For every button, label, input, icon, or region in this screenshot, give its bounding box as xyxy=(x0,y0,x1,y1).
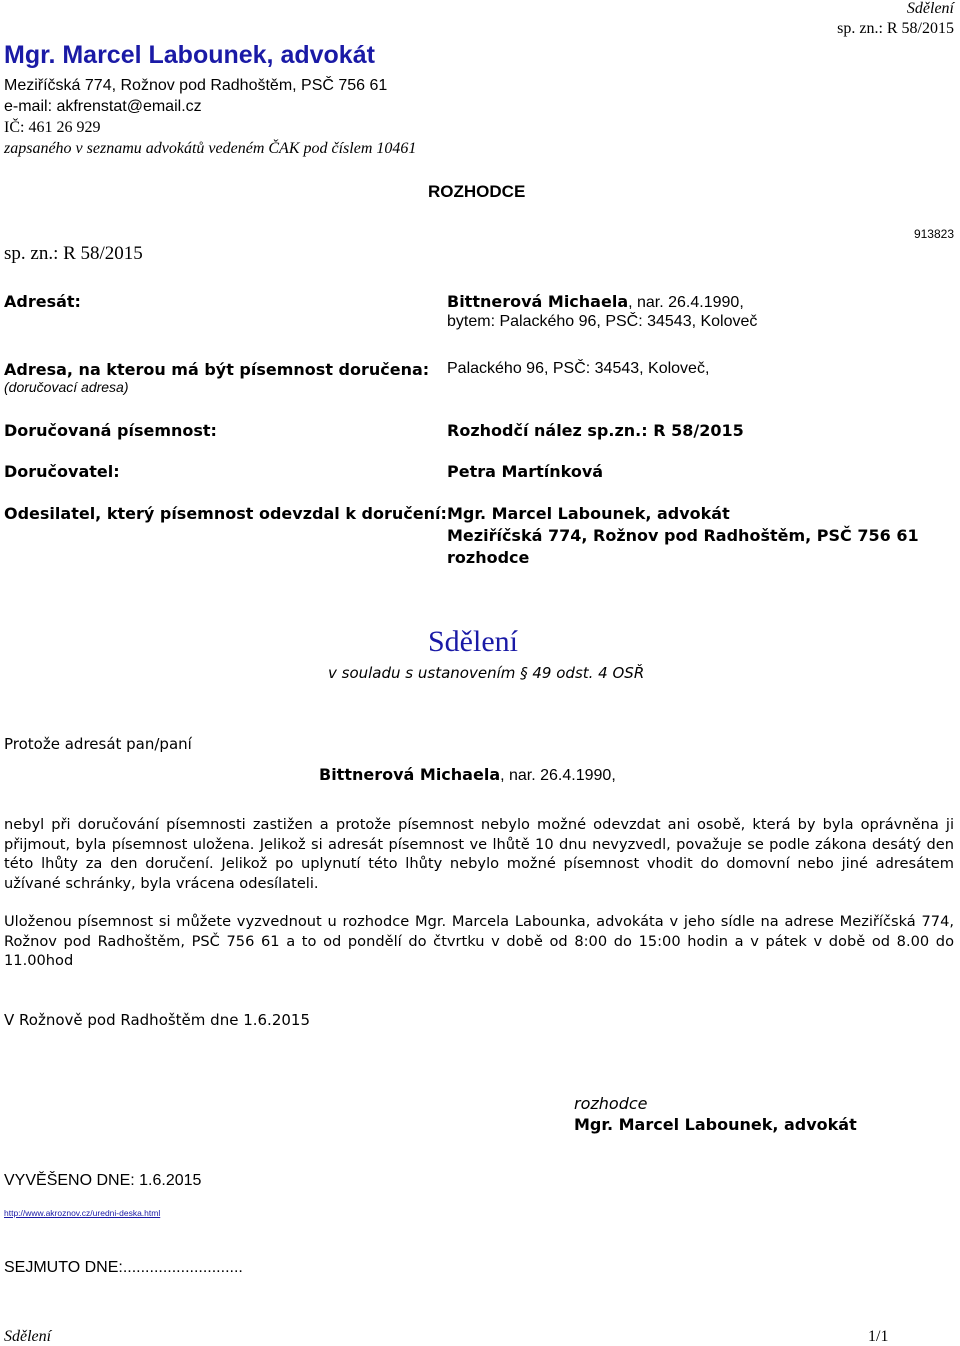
notice-paragraph-2: Uloženou písemnost si můžete vyzvednout u rozhodce Mgr. Marcela Labounka, advokáta v jeho sídle na adrese Meziříčská 774, Rožnov pod Radhoštěm, PSČ 756 61 a to od pondělí do čtvrtku v době od 8:00 do 15:00 hodin a v pátek v době od 8.00 do 11.00hod xyxy=(4,913,954,969)
case-ref-left: sp. zn.: R 58/2015 xyxy=(4,243,143,264)
deliverer-label: Doručovatel: xyxy=(4,462,120,481)
addressee-value xyxy=(447,292,744,312)
place-date: V Rožnově pod Radhoštěm dne 1.6.2015 xyxy=(4,1011,310,1029)
notice-title: Sdělení xyxy=(428,625,518,658)
firm-name: Mgr. Marcel Labounek, advokát xyxy=(4,41,375,69)
delivery-address-value: Palackého 96, PSČ: 34543, Koloveč, xyxy=(447,360,710,377)
firm-ic-text: IČ: 461 26 929 xyxy=(4,119,101,136)
sender-label: Odesilatel, který písemnost odevzdal k doručení: xyxy=(4,504,447,523)
notice-intro: Protože adresát pan/paní xyxy=(4,735,192,753)
document-number: 913823 xyxy=(913,227,954,241)
firm-registration: zapsaného v seznamu advokátů vedeném ČAK pod číslem 10461 xyxy=(4,140,417,157)
firm-ic xyxy=(4,119,100,137)
addressee-label: Adresát: xyxy=(4,292,81,311)
notice-subtitle: v souladu s ustanovením § 49 odst. 4 OSŘ xyxy=(328,664,645,682)
notice-addressee xyxy=(319,765,616,785)
sender-role: rozhodce xyxy=(447,548,530,567)
signature-role: rozhodce xyxy=(574,1094,648,1113)
addressee-birth: , nar. 26.4.1990, xyxy=(628,294,744,311)
footer-page-number: 1/1 xyxy=(868,1328,889,1345)
sender-name: Mgr. Marcel Labounek, advokát xyxy=(447,504,730,523)
deliverer-value: Petra Martínková xyxy=(447,462,604,481)
notice-paragraph-1: nebyl při doručování písemnosti zastižen a protože písemnost nebylo možné odevzdat ani osobě, která by byla oprávněna ji přijmout, byla písemnost uložena. Jelikož si adresát písemnost ve lhůtě 10 dnu nevyzvedl, považuje se podle zákona desátý den této lhůty za den doručení. Jelikož po uplynutí této lhůty nebylo možné písemnost vhodit do domovní nebo jiné adresátem užívané schránky, byla vrácena odesílateli. xyxy=(4,816,954,892)
delivery-address-sublabel: (doručovací adresa) xyxy=(4,379,129,395)
removed-date: SEJMUTO DNE:........................... xyxy=(4,1259,243,1276)
document-value: Rozhodčí nález sp.zn.: R 58/2015 xyxy=(447,421,744,440)
header-case-ref: sp. zn.: R 58/2015 xyxy=(837,20,954,37)
notice-board-link[interactable]: http://www.akroznov.cz/uredni-deska.html xyxy=(4,1208,161,1218)
document-label: Doručovaná písemnost: xyxy=(4,421,217,440)
addressee-residence: bytem: Palackého 96, PSČ: 34543, Koloveč xyxy=(447,313,758,330)
notice-addressee-birth: , nar. 26.4.1990, xyxy=(500,767,616,784)
notice-addressee-name: Bittnerová Michaela xyxy=(319,765,501,784)
footer-doc-type: Sdělení xyxy=(4,1328,52,1345)
firm-email: e-mail: akfrenstat@email.cz xyxy=(4,98,202,115)
role-heading: ROZHODCE xyxy=(428,182,526,201)
posted-date: VYVĚŠENO DNE: 1.6.2015 xyxy=(4,1172,202,1189)
firm-address: Meziříčská 774, Rožnov pod Radhoštěm, PSČ 756 61 xyxy=(4,77,388,94)
delivery-address-label: Adresa, na kterou má být písemnost doručena: xyxy=(4,360,430,379)
sender-address: Meziříčská 774, Rožnov pod Radhoštěm, PSČ 756 61 xyxy=(447,526,919,545)
addressee-name: Bittnerová Michaela xyxy=(447,292,629,311)
signature-name: Mgr. Marcel Labounek, advokát xyxy=(574,1115,857,1134)
header-doc-type: Sdělení xyxy=(906,0,954,17)
